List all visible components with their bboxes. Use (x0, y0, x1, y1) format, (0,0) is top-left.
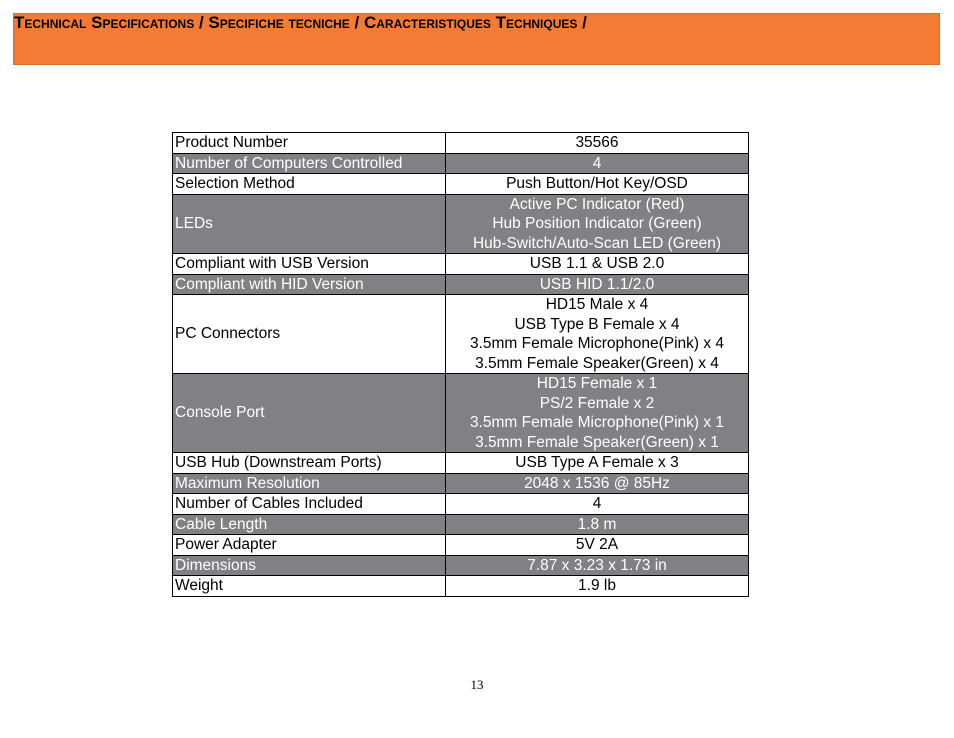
header-banner (13, 13, 940, 65)
spec-label: Dimensions (173, 555, 446, 576)
spec-label: PC Connectors (173, 295, 446, 374)
spec-value-line: 1.8 m (577, 515, 617, 533)
spec-value (446, 374, 749, 453)
table-row (173, 374, 749, 453)
spec-value (446, 254, 749, 275)
spec-value-line: 3.5mm Female Speaker(Green) x 1 (475, 433, 719, 451)
spec-value-line: HD15 Male x 4 (545, 296, 649, 313)
spec-label: Selection Method (173, 174, 446, 195)
spec-value-line: 4 (592, 495, 602, 512)
spec-value (446, 133, 749, 154)
table-row (173, 133, 749, 154)
spec-value-line: 3.5mm Female Microphone(Pink) x 1 (469, 414, 725, 431)
spec-value-line: PS/2 Female x 2 (539, 394, 655, 412)
spec-value-line: Hub-Switch/Auto-Scan LED (Green) (472, 234, 722, 252)
spec-label: USB Hub (Downstream Ports) (173, 453, 446, 474)
spec-value-line: 35566 (575, 134, 619, 151)
table-row (173, 555, 749, 576)
spec-value-line: USB 1.1 & USB 2.0 (529, 255, 665, 272)
table-row (173, 494, 749, 515)
spec-label: Compliant with USB Version (173, 254, 446, 275)
spec-value (446, 514, 749, 535)
spec-value-line: HD15 Female x 1 (536, 375, 658, 392)
spec-value-line: Hub Position Indicator (Green) (492, 215, 702, 232)
spec-value (446, 555, 749, 576)
table-row (173, 576, 749, 597)
spec-value-line: 7.87 x 3.23 x 1.73 in (527, 556, 667, 574)
spec-label: Console Port (173, 374, 446, 453)
spec-label: Number of Computers Controlled (173, 153, 446, 174)
spec-label: Product Number (173, 133, 446, 154)
spec-label: Compliant with HID Version (173, 274, 446, 295)
table-row (173, 174, 749, 195)
spec-label: Cable Length (173, 514, 446, 535)
table-row (173, 274, 749, 295)
spec-value-line: Active PC Indicator (Red) (509, 195, 685, 213)
spec-value-line: 4 (592, 154, 602, 172)
spec-value (446, 494, 749, 515)
spec-value-line: USB HID 1.1/2.0 (539, 275, 655, 293)
spec-label: LEDs (173, 194, 446, 254)
spec-label: Weight (173, 576, 446, 597)
spec-value-line: 1.9 lb (578, 577, 616, 594)
specifications-table-body (173, 133, 749, 597)
table-row (173, 295, 749, 374)
spec-value (446, 535, 749, 556)
spec-value (446, 153, 749, 174)
spec-value-line: USB Type A Female x 3 (515, 454, 679, 471)
spec-value (446, 453, 749, 474)
table-row (173, 535, 749, 556)
spec-value-line: USB Type B Female x 4 (514, 315, 680, 333)
table-row (173, 514, 749, 535)
table-row (173, 254, 749, 275)
table-row (173, 453, 749, 474)
table-row (173, 153, 749, 174)
spec-value-line: Push Button/Hot Key/OSD (506, 175, 688, 192)
specifications-table (172, 132, 749, 597)
table-row (173, 473, 749, 494)
spec-value-line: 3.5mm Female Speaker(Green) x 4 (475, 354, 719, 372)
spec-label: Number of Cables Included (173, 494, 446, 515)
spec-value-line: 5V 2A (575, 536, 619, 553)
table-row (173, 194, 749, 254)
spec-value (446, 295, 749, 374)
spec-value (446, 274, 749, 295)
spec-value (446, 174, 749, 195)
spec-value (446, 194, 749, 254)
page-title: Technical Specifications / Specifiche tecniche / Caracteristiques Techniques / (14, 13, 587, 32)
spec-label: Maximum Resolution (173, 473, 446, 494)
spec-value-line: 2048 x 1536 @ 85Hz (524, 474, 670, 492)
spec-label: Power Adapter (173, 535, 446, 556)
spec-value (446, 576, 749, 597)
spec-value (446, 473, 749, 494)
spec-value-line: 3.5mm Female Microphone(Pink) x 4 (469, 335, 725, 352)
page-number: 13 (470, 677, 484, 692)
